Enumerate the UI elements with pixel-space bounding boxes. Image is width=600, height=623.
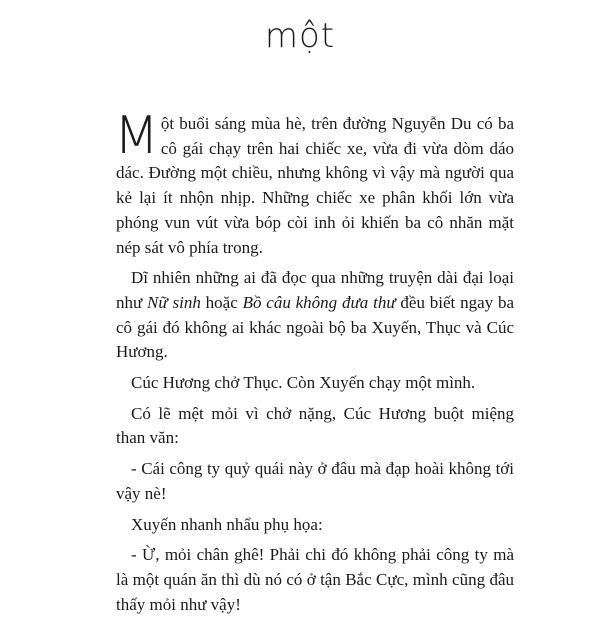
paragraph-7: - Ừ, mỏi chân ghê! Phải chi đó không phải công ty mà là một quán ăn thì dù nó có ở tận Bắc Cực, mình cũng đâu thấy mỏi như vậy!	[116, 545, 514, 614]
paragraph-3: Cúc Hương chở Thục. Còn Xuyến chạy một mình.	[131, 373, 476, 393]
paragraph-2-before: Dĩ nhiên những ai đã đọc qua những truyện dài đại loại như	[116, 268, 514, 312]
chapter-title: một	[264, 16, 336, 56]
body-text	[114, 106, 515, 623]
paragraph-1-text: ột buổi sáng mùa hè, trên đường Nguyễn Du có ba cô gái chạy trên hai chiếc xe, vừa đi vừa dòm dáo dác. Đường một chiều, nhưng không vì vậy mà người qua kẻ lại ít nhộn nhịp. Những chiếc xe phân khối lớn vừa phóng vun vút vừa bóp còi inh ỏi khiến ba cô nhăn mặt nép sát vô phía trong.	[116, 114, 514, 257]
paragraph-5: - Cái công ty quỷ quái này ở đâu mà đạp hoài không tới vậy nè!	[116, 459, 514, 503]
drop-cap: M	[114, 106, 159, 166]
paragraph-2-after: đều biết ngay ba cô gái đó không ai khác ngoài bộ ba Xuyến, Thục và Cúc Hương.	[116, 292, 515, 362]
book-title-bo-cau: Bồ câu không đưa thư	[242, 292, 396, 312]
paragraph-1	[114, 106, 514, 260]
paragraph-2	[116, 266, 514, 365]
book-title-nu-sinh: Nữ sinh	[147, 292, 201, 312]
paragraph-4: Có lẽ mệt mỏi vì chở nặng, Cúc Hương buột miệng than văn:	[116, 403, 514, 448]
paragraph-6: Xuyến nhanh nhẩu phụ họa:	[131, 514, 323, 534]
paragraph-2-middle: hoặc	[200, 292, 243, 312]
